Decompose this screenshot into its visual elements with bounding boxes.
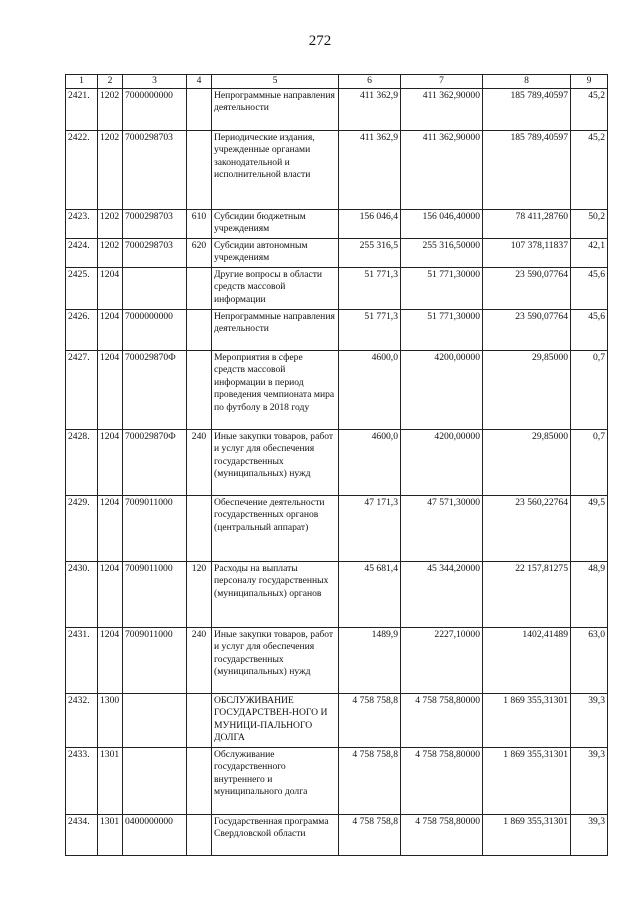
target-article-cell: 7009011000 [123,495,187,561]
section-code-cell: 1202 [98,238,123,267]
target-article-cell [123,693,187,747]
plan-amount-cell: 45 681,4 [339,561,401,627]
executed-amount-cell: 29,85000 [483,429,571,495]
approved-amount-cell: 51 771,30000 [401,309,483,350]
plan-amount-cell: 255 316,5 [339,238,401,267]
expense-type-cell [187,88,212,130]
item-name-cell: Иные закупки товаров, работ и услуг для обеспечения государственных (муниципальных) нужд [212,429,339,495]
approved-amount-cell: 4 758 758,80000 [401,693,483,747]
item-name-cell: Субсидии автономным учреждениям [212,238,339,267]
section-code-cell: 1204 [98,309,123,350]
plan-amount-cell: 4 758 758,8 [339,747,401,814]
executed-amount-cell: 23 590,07764 [483,309,571,350]
table-row [66,693,608,747]
table-row [66,814,608,855]
plan-amount-cell: 1489,9 [339,627,401,693]
plan-amount-cell: 411 362,9 [339,130,401,209]
expense-type-cell: 120 [187,561,212,627]
plan-amount-cell: 411 362,9 [339,88,401,130]
row-number-cell: 2427. [66,350,98,429]
table-row [66,495,608,561]
expense-type-cell: 240 [187,627,212,693]
expense-type-cell: 240 [187,429,212,495]
target-article-cell: 7009011000 [123,627,187,693]
item-name-cell: Расходы на выплаты персоналу государственных (муниципальных) органов [212,561,339,627]
column-header: 1 [66,75,98,89]
percent-cell: 0,7 [571,350,608,429]
target-article-cell: 700029870Ф [123,350,187,429]
executed-amount-cell: 185 789,40597 [483,88,571,130]
plan-amount-cell: 156 046,4 [339,209,401,238]
column-header: 3 [123,75,187,89]
target-article-cell [123,267,187,309]
column-header: 8 [483,75,571,89]
plan-amount-cell: 4600,0 [339,350,401,429]
executed-amount-cell: 1 869 355,31301 [483,693,571,747]
target-article-cell: 7000298703 [123,130,187,209]
section-code-cell: 1204 [98,627,123,693]
section-code-cell: 1204 [98,561,123,627]
approved-amount-cell: 51 771,30000 [401,267,483,309]
expense-type-cell [187,309,212,350]
target-article-cell: 7009011000 [123,561,187,627]
executed-amount-cell: 1402,41489 [483,627,571,693]
target-article-cell: 0400000000 [123,814,187,855]
executed-amount-cell: 29,85000 [483,350,571,429]
column-header: 4 [187,75,212,89]
plan-amount-cell: 4 758 758,8 [339,693,401,747]
target-article-cell [123,747,187,814]
row-number-cell: 2422. [66,130,98,209]
plan-amount-cell: 51 771,3 [339,309,401,350]
row-number-cell: 2425. [66,267,98,309]
table-row [66,309,608,350]
expense-type-cell [187,814,212,855]
approved-amount-cell: 47 571,30000 [401,495,483,561]
percent-cell: 50,2 [571,209,608,238]
percent-cell: 45,6 [571,309,608,350]
table-row [66,747,608,814]
approved-amount-cell: 411 362,90000 [401,88,483,130]
table-row [66,561,608,627]
column-header: 9 [571,75,608,89]
expense-type-cell [187,747,212,814]
percent-cell: 42,1 [571,238,608,267]
column-header: 7 [401,75,483,89]
target-article-cell: 7000000000 [123,309,187,350]
approved-amount-cell: 4200,00000 [401,429,483,495]
table-header-row [66,75,608,89]
percent-cell: 48,9 [571,561,608,627]
expense-type-cell [187,350,212,429]
approved-amount-cell: 156 046,40000 [401,209,483,238]
table-row [66,350,608,429]
table-row [66,627,608,693]
section-code-cell: 1301 [98,747,123,814]
section-code-cell: 1204 [98,495,123,561]
executed-amount-cell: 107 378,11837 [483,238,571,267]
column-header: 2 [98,75,123,89]
row-number-cell: 2426. [66,309,98,350]
percent-cell: 45,2 [571,88,608,130]
approved-amount-cell: 4 758 758,80000 [401,747,483,814]
column-header: 6 [339,75,401,89]
row-number-cell: 2432. [66,693,98,747]
item-name-cell: Непрограммные направления деятельности [212,309,339,350]
item-name-cell: Периодические издания, учрежденные органами законодательной и исполнительной власти [212,130,339,209]
item-name-cell: Субсидии бюджетным учреждениям [212,209,339,238]
percent-cell: 63,0 [571,627,608,693]
approved-amount-cell: 2227,10000 [401,627,483,693]
row-number-cell: 2429. [66,495,98,561]
expense-type-cell [187,693,212,747]
section-code-cell: 1202 [98,88,123,130]
section-code-cell: 1300 [98,693,123,747]
executed-amount-cell: 1 869 355,31301 [483,814,571,855]
expense-type-cell [187,267,212,309]
percent-cell: 39,3 [571,747,608,814]
target-article-cell: 7000000000 [123,88,187,130]
row-number-cell: 2433. [66,747,98,814]
target-article-cell: 7000298703 [123,238,187,267]
row-number-cell: 2431. [66,627,98,693]
row-number-cell: 2434. [66,814,98,855]
table-row [66,238,608,267]
executed-amount-cell: 78 411,28760 [483,209,571,238]
section-code-cell: 1204 [98,429,123,495]
executed-amount-cell: 185 789,40597 [483,130,571,209]
approved-amount-cell: 255 316,50000 [401,238,483,267]
approved-amount-cell: 4 758 758,80000 [401,814,483,855]
executed-amount-cell: 1 869 355,31301 [483,747,571,814]
item-name-cell: Мероприятия в сфере средств массовой информации в период проведения чемпионата мира по футболу в 2018 году [212,350,339,429]
section-code-cell: 1204 [98,267,123,309]
row-number-cell: 2421. [66,88,98,130]
row-number-cell: 2423. [66,209,98,238]
row-number-cell: 2430. [66,561,98,627]
plan-amount-cell: 47 171,3 [339,495,401,561]
row-number-cell: 2428. [66,429,98,495]
executed-amount-cell: 23 590,07764 [483,267,571,309]
expense-type-cell [187,130,212,209]
item-name-cell: Непрограммные направления деятельности [212,88,339,130]
budget-table [65,74,608,856]
percent-cell: 39,3 [571,693,608,747]
page-number: 272 [308,33,332,49]
plan-amount-cell: 4600,0 [339,429,401,495]
item-name-cell: Государственная программа Свердловской области [212,814,339,855]
item-name-cell: Обслуживание государственного внутреннего и муниципального долга [212,747,339,814]
section-code-cell: 1204 [98,350,123,429]
target-article-cell: 700029870Ф [123,429,187,495]
table-row [66,429,608,495]
approved-amount-cell: 45 344,20000 [401,561,483,627]
percent-cell: 49,5 [571,495,608,561]
item-name-cell: ОБСЛУЖИВАНИЕ ГОСУДАРСТВЕН-НОГО И МУНИЦИ-ПАЛЬНОГО ДОЛГА [212,693,339,747]
percent-cell: 0,7 [571,429,608,495]
plan-amount-cell: 51 771,3 [339,267,401,309]
percent-cell: 45,6 [571,267,608,309]
table-row [66,130,608,209]
table-row [66,209,608,238]
expense-type-cell: 620 [187,238,212,267]
table-row [66,267,608,309]
approved-amount-cell: 4200,00000 [401,350,483,429]
row-number-cell: 2424. [66,238,98,267]
executed-amount-cell: 23 560,22764 [483,495,571,561]
item-name-cell: Другие вопросы в области средств массовой информации [212,267,339,309]
item-name-cell: Обеспечение деятельности государственных органов (центральный аппарат) [212,495,339,561]
expense-type-cell: 610 [187,209,212,238]
section-code-cell: 1202 [98,209,123,238]
column-header: 5 [212,75,339,89]
target-article-cell: 7000298703 [123,209,187,238]
percent-cell: 39,3 [571,814,608,855]
expense-type-cell [187,495,212,561]
percent-cell: 45,2 [571,130,608,209]
plan-amount-cell: 4 758 758,8 [339,814,401,855]
item-name-cell: Иные закупки товаров, работ и услуг для обеспечения государственных (муниципальных) нужд [212,627,339,693]
executed-amount-cell: 22 157,81275 [483,561,571,627]
approved-amount-cell: 411 362,90000 [401,130,483,209]
section-code-cell: 1301 [98,814,123,855]
table-row [66,88,608,130]
section-code-cell: 1202 [98,130,123,209]
